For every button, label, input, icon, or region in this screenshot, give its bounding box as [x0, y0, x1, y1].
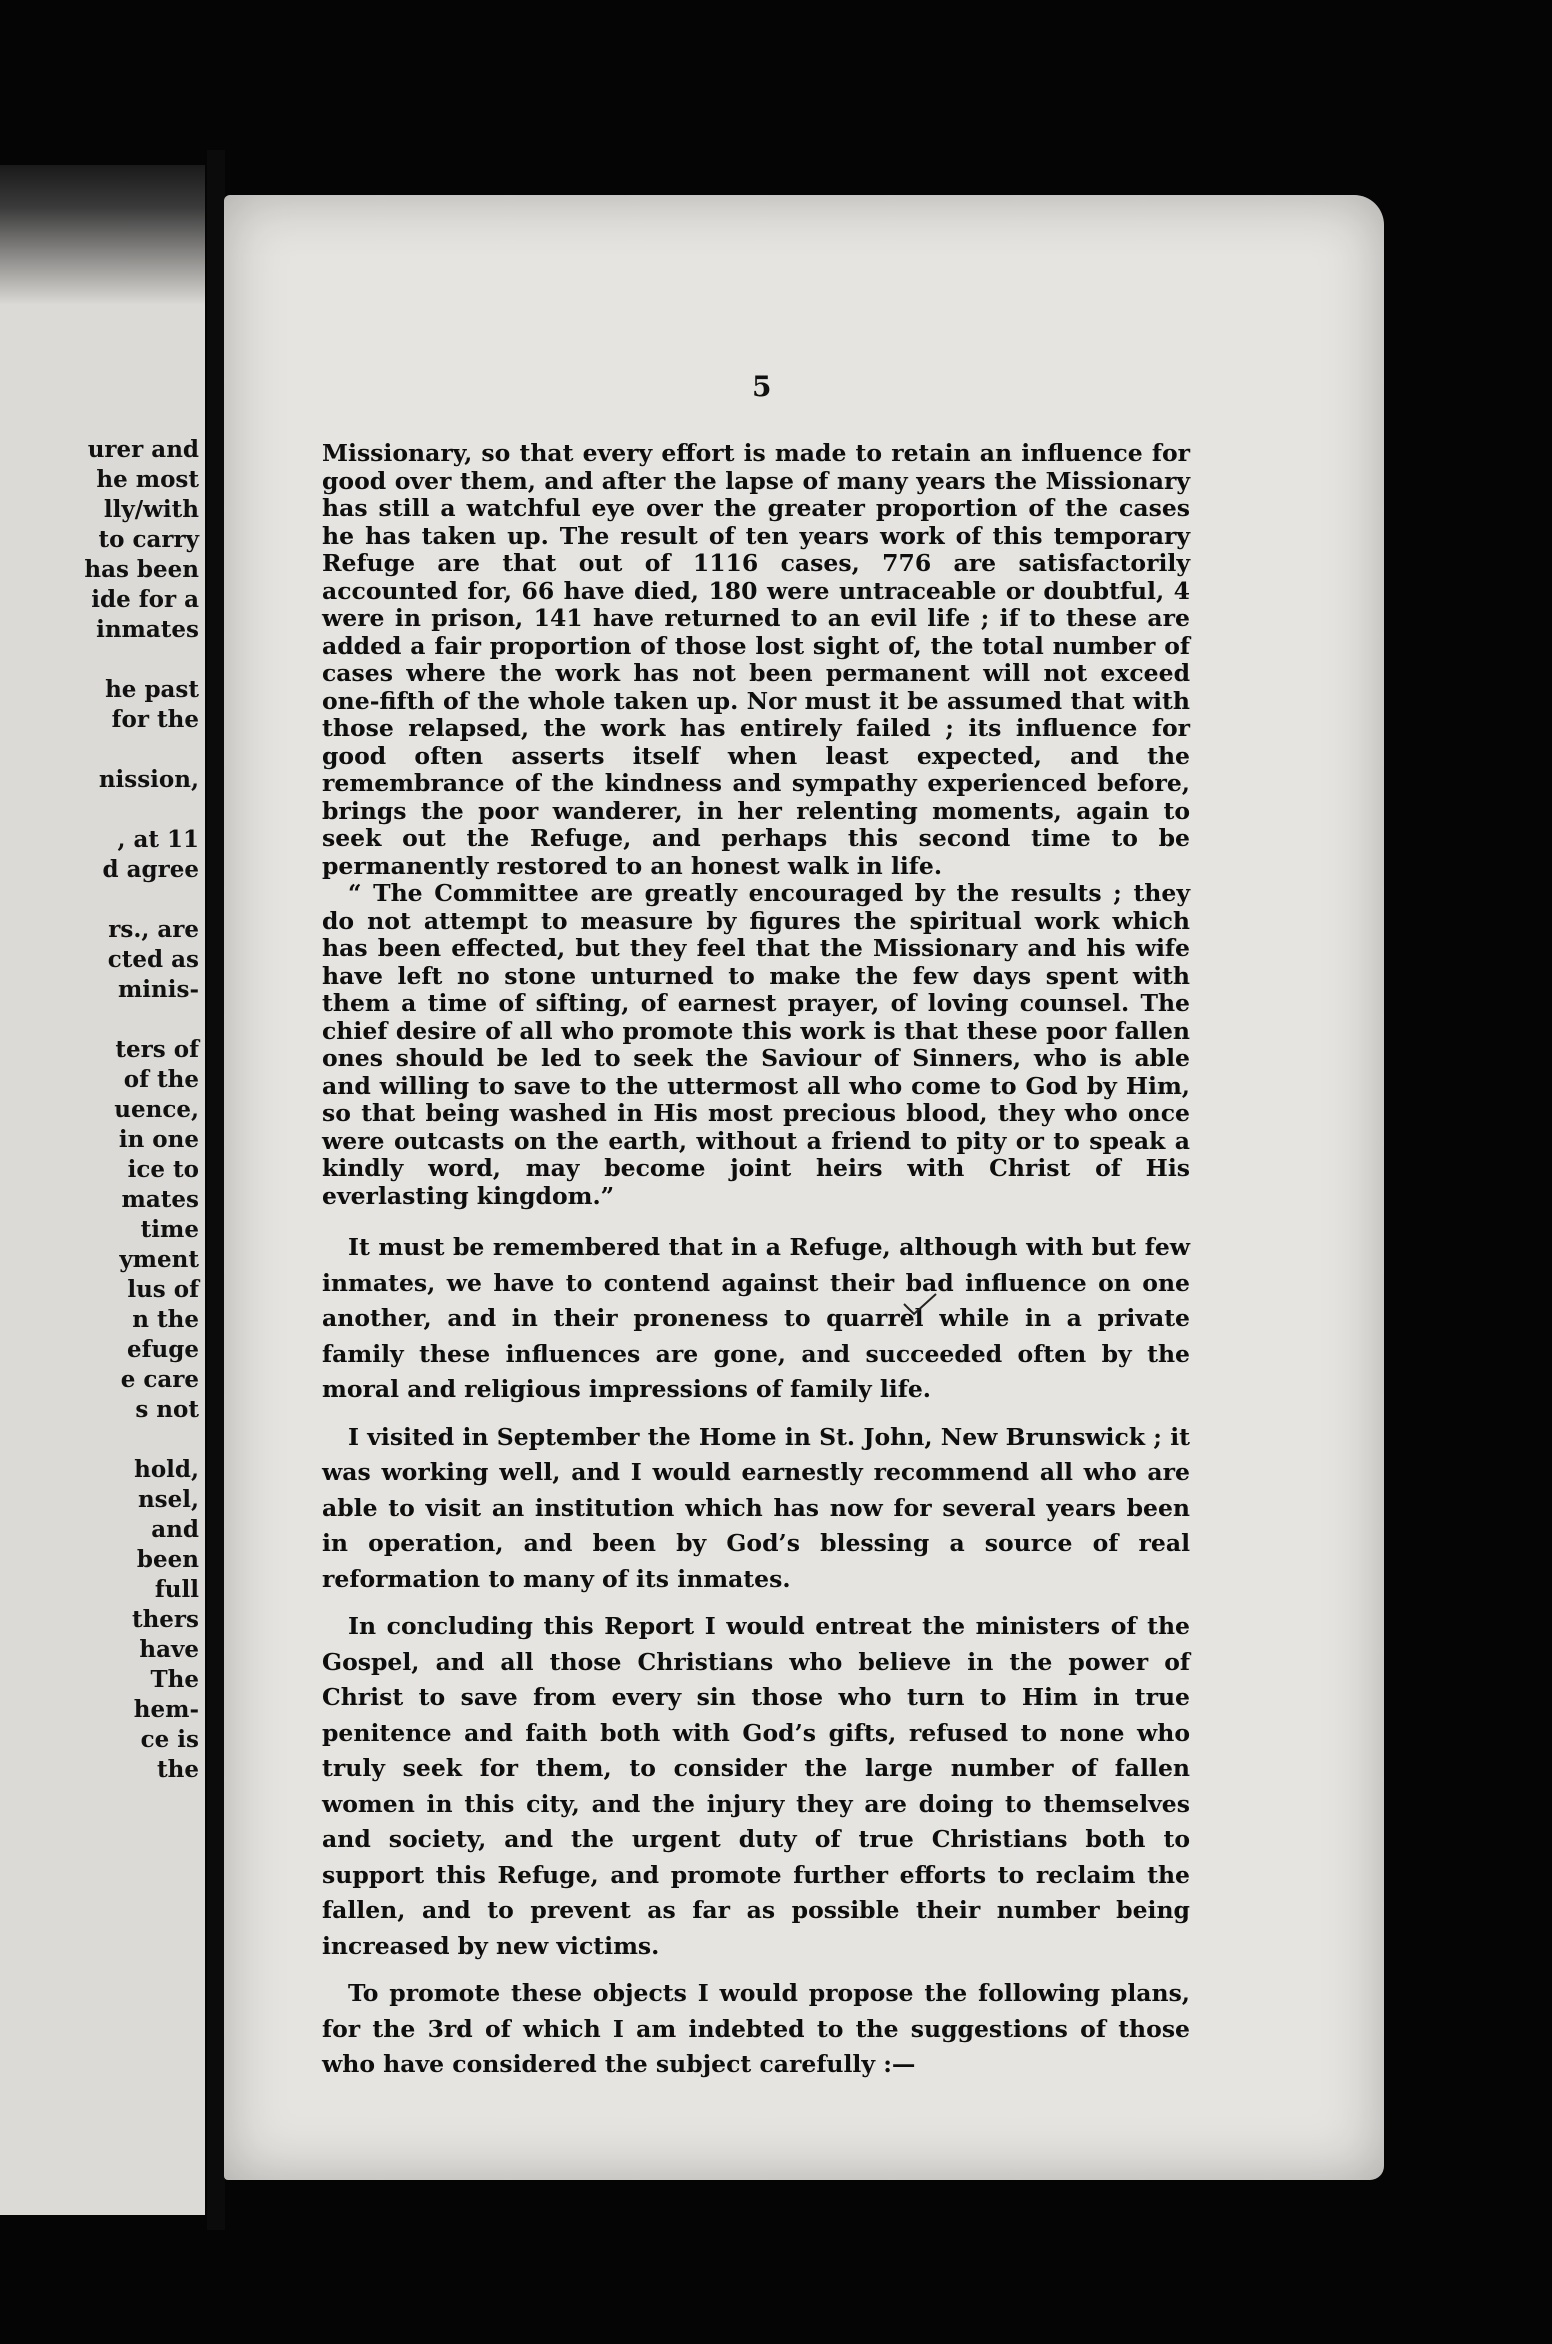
left-page-fragment: in one [118, 1126, 199, 1153]
left-page-fragment: lus of [127, 1276, 199, 1303]
left-page-fragment: been [136, 1546, 199, 1573]
book-spine [207, 150, 225, 2230]
body-paragraph: To promote these objects I would propose the following plans, for the 3rd of which I am indebted to the suggestions of those who have considered the subject carefully :— [322, 1979, 1190, 2078]
left-page-fragment: d agree [102, 856, 199, 883]
left-page-fragment: and [151, 1516, 199, 1543]
body-paragraph: I visited in September the Home in St. John, New Brunswick ; it was working well, and I would earnestly recommend all who are able to visit an institution which has now for several years been in operation, and been by God’s blessing a source of real reformation to many of its inmates. [322, 1422, 1190, 1593]
left-page-fragment: yment [119, 1246, 199, 1273]
left-page-fragment: s not [135, 1396, 199, 1423]
left-page-fragment: has been [84, 556, 199, 583]
left-page-fragment: mates [121, 1186, 199, 1213]
page-body [322, 440, 1190, 2083]
left-page-fragment: for the [111, 706, 199, 733]
left-page-fragment: hold, [134, 1456, 199, 1483]
left-page-fragment: efuge [127, 1336, 199, 1363]
left-page-fragment: the [157, 1756, 199, 1783]
left-page-fragment: nsel, [137, 1486, 199, 1513]
left-page-fragment: ters of [115, 1036, 199, 1063]
body-paragraph: It must be remembered that in a Refuge, although with but few inmates, we have to contend against their bad influence on one another, and in their proneness to quarrel while in a private family these influences are gone, and succeeded often by the moral and religious impressions of family life. [322, 1233, 1190, 1403]
page-number: 5 [752, 370, 772, 403]
left-page-fragment: thers [131, 1606, 199, 1633]
left-page-fragment [0, 795, 199, 825]
quote-paragraph: Missionary, so that every effort is made to retain an influence for good over them, and after the lapse of many years the Missionary has still a watchful eye over the greater proportion of the cases he has taken up. The result of ten years work of this temporary Refuge are that out of 1116 cases, 776 are satisfactorily accounted for, 66 have died, 180 were untraceable or doubtful, 4 were in prison, 141 have returned to an evil life ; if to these are added a fair proportion of those lost sight of, the total number of cases where the work has not been permanent will not exceed one-fifth of the whole taken up. Nor must it be assumed that with those relapsed, the work has entirely failed ; its influence for good often asserts itself when least expected, and the remembrance of the kindness and sympathy experienced before, brings the poor wanderer, in her relenting moments, again to seek out the Refuge, and perhaps this second time to be permanently restored to an honest walk in life. [322, 439, 1190, 880]
left-page-fragment: ce is [140, 1726, 199, 1753]
left-page-fragment: minis- [117, 976, 199, 1003]
left-page-fragment: urer and [87, 436, 199, 463]
left-page-fragment: rs., are [108, 916, 199, 943]
left-page-fragment: hem- [133, 1696, 199, 1723]
left-page-fragment [0, 735, 199, 765]
left-page-fragment: full [154, 1576, 199, 1603]
quote-paragraph: “ The Committee are greatly encouraged by the results ; they do not attempt to measure by figures the spiritual work which has been effected, but they feel that the Missionary and his wife have left no stone unturned to make the few days spent with them a time of sifting, of earnest prayer, of loving counsel. The chief desire of all who promote this work is that these poor fallen ones should be led to seek the Saviour of Sinners, who is able and willing to save to the uttermost all who come to God by Him, so that being washed in His most precious blood, they who once were outcasts on the earth, without a friend to pity or to speak a kindly word, may become joint heirs with Christ of His everlasting kingdom.” [322, 879, 1190, 1210]
left-page-fragment: of the [123, 1066, 199, 1093]
left-page-fragment: time [140, 1216, 199, 1243]
left-page-fragment: nission, [98, 766, 199, 793]
torn-page-edge [0, 165, 205, 305]
left-page-fragment [0, 1005, 199, 1035]
left-page-fragment [0, 885, 199, 915]
quoted-report-block [322, 440, 1190, 1210]
left-page-fragment: uence, [114, 1096, 199, 1123]
left-page-fragment: e care [120, 1366, 199, 1393]
left-page-fragment: n the [132, 1306, 199, 1333]
pencil-check-mark [900, 1290, 940, 1320]
left-page-text-fragments [0, 435, 199, 1785]
left-page-fragment: ide for a [91, 586, 199, 613]
left-page-fragment: , at 11 [117, 826, 199, 853]
left-page-fragment: to carry [98, 526, 199, 553]
left-page-fragment: lly/with [103, 496, 199, 523]
left-page-fragment: he most [96, 466, 199, 493]
left-page-fragment: ice to [127, 1156, 199, 1183]
body-paragraph: In concluding this Report I would entreat the ministers of the Gospel, and all those Christians who believe in the power of Christ to save from every sin those who turn to Him in true penitence and faith both with God’s gifts, refused to none who truly seek for them, to consider the large number of fallen women in this city, and the injury they are doing to themselves and society, and the urgent duty of true Christians both to support this Refuge, and promote further efforts to reclaim the fallen, and to prevent as far as possible their number being increased by new victims. [322, 1612, 1190, 1960]
left-page-fragment: have [139, 1636, 199, 1663]
left-page-fragment: cted as [107, 946, 199, 973]
left-facing-page [0, 165, 205, 2215]
left-page-fragment: The [150, 1666, 199, 1693]
left-page-fragment [0, 1425, 199, 1455]
left-page-fragment: he past [105, 676, 199, 703]
left-page-fragment [0, 645, 199, 675]
left-page-fragment: inmates [96, 616, 199, 643]
